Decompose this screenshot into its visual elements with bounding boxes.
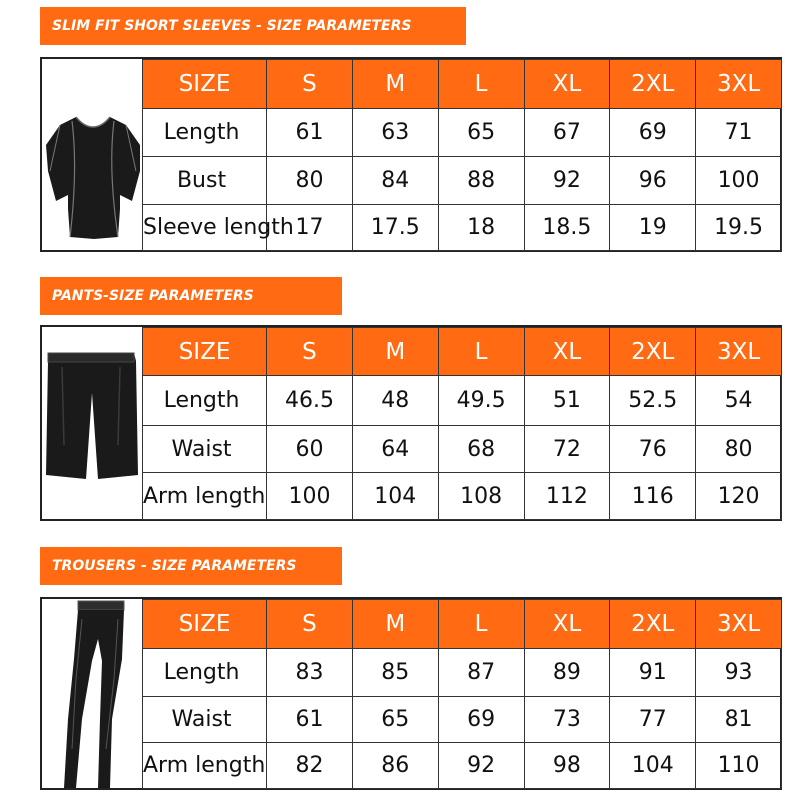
t-shirt-icon: [42, 59, 142, 250]
row-label: Length: [143, 376, 267, 426]
value-cell: 92: [524, 157, 610, 205]
header-cell: L: [438, 60, 524, 109]
header-cell: 3XL: [696, 60, 782, 109]
header-row: [143, 60, 782, 109]
value-cell: 112: [524, 473, 610, 520]
value-cell: 51: [524, 376, 610, 426]
value-cell: 65: [352, 697, 438, 743]
header-cell: S: [267, 60, 353, 109]
value-cell: 76: [610, 426, 696, 473]
value-cell: 89: [524, 649, 610, 697]
value-cell: 86: [352, 743, 438, 789]
header-cell: S: [267, 328, 353, 376]
size-grid: [142, 327, 782, 520]
value-cell: 17: [267, 205, 353, 251]
table-row: [143, 426, 782, 473]
value-cell: 60: [267, 426, 353, 473]
value-cell: 88: [438, 157, 524, 205]
header-cell: XL: [524, 60, 610, 109]
size-table-trousers: [40, 597, 782, 790]
value-cell: 80: [267, 157, 353, 205]
row-label: Waist: [143, 697, 267, 743]
row-label: Length: [143, 649, 267, 697]
value-cell: 98: [524, 743, 610, 789]
size-grid: [142, 599, 782, 789]
value-cell: 63: [352, 109, 438, 157]
value-cell: 73: [524, 697, 610, 743]
value-cell: 84: [352, 157, 438, 205]
value-cell: 48: [352, 376, 438, 426]
table-row: [143, 109, 782, 157]
value-cell: 85: [352, 649, 438, 697]
header-cell: L: [438, 328, 524, 376]
header-cell: L: [438, 600, 524, 649]
value-cell: 65: [438, 109, 524, 157]
value-cell: 96: [610, 157, 696, 205]
table-row: [143, 376, 782, 426]
row-label: Arm length: [143, 473, 267, 520]
row-label: Length: [143, 109, 267, 157]
section-title-trousers: TROUSERS - SIZE PARAMETERS: [40, 547, 342, 585]
value-cell: 83: [267, 649, 353, 697]
value-cell: 120: [696, 473, 782, 520]
value-cell: 69: [610, 109, 696, 157]
table-row: [143, 697, 782, 743]
value-cell: 64: [352, 426, 438, 473]
value-cell: 67: [524, 109, 610, 157]
header-cell: 2XL: [610, 328, 696, 376]
section-title-shirts: SLIM FIT SHORT SLEEVES - SIZE PARAMETERS: [40, 7, 466, 45]
table-row: [143, 649, 782, 697]
value-cell: 104: [610, 743, 696, 789]
value-cell: 80: [696, 426, 782, 473]
value-cell: 52.5: [610, 376, 696, 426]
value-cell: 71: [696, 109, 782, 157]
header-cell: M: [352, 600, 438, 649]
value-cell: 87: [438, 649, 524, 697]
value-cell: 100: [267, 473, 353, 520]
header-cell: 2XL: [610, 600, 696, 649]
value-cell: 82: [267, 743, 353, 789]
value-cell: 19.5: [696, 205, 782, 251]
value-cell: 19: [610, 205, 696, 251]
header-cell: 2XL: [610, 60, 696, 109]
row-label: Sleeve length: [143, 205, 267, 251]
header-row: [143, 328, 782, 376]
table-row: [143, 157, 782, 205]
value-cell: 18: [438, 205, 524, 251]
value-cell: 61: [267, 109, 353, 157]
shorts-icon: [42, 327, 142, 519]
value-cell: 18.5: [524, 205, 610, 251]
size-table-shirts: [40, 57, 782, 252]
leggings-icon: [42, 599, 142, 788]
value-cell: 46.5: [267, 376, 353, 426]
value-cell: 91: [610, 649, 696, 697]
header-cell: M: [352, 60, 438, 109]
header-cell: S: [267, 600, 353, 649]
row-label: Bust: [143, 157, 267, 205]
header-cell: SIZE: [143, 328, 267, 376]
value-cell: 68: [438, 426, 524, 473]
section-title-pants: PANTS-SIZE PARAMETERS: [40, 277, 342, 315]
table-row: [143, 743, 782, 789]
size-table-pants: [40, 325, 782, 521]
value-cell: 69: [438, 697, 524, 743]
value-cell: 100: [696, 157, 782, 205]
size-grid: [142, 59, 782, 251]
header-cell: SIZE: [143, 600, 267, 649]
value-cell: 54: [696, 376, 782, 426]
header-cell: 3XL: [696, 600, 782, 649]
value-cell: 108: [438, 473, 524, 520]
value-cell: 61: [267, 697, 353, 743]
value-cell: 116: [610, 473, 696, 520]
header-cell: XL: [524, 328, 610, 376]
value-cell: 104: [352, 473, 438, 520]
header-cell: M: [352, 328, 438, 376]
value-cell: 93: [696, 649, 782, 697]
header-cell: XL: [524, 600, 610, 649]
value-cell: 92: [438, 743, 524, 789]
value-cell: 81: [696, 697, 782, 743]
value-cell: 72: [524, 426, 610, 473]
header-row: [143, 600, 782, 649]
row-label: Arm length: [143, 743, 267, 789]
header-cell: SIZE: [143, 60, 267, 109]
value-cell: 77: [610, 697, 696, 743]
table-row: [143, 473, 782, 520]
value-cell: 17.5: [352, 205, 438, 251]
value-cell: 110: [696, 743, 782, 789]
table-row: [143, 205, 782, 251]
value-cell: 49.5: [438, 376, 524, 426]
row-label: Waist: [143, 426, 267, 473]
header-cell: 3XL: [696, 328, 782, 376]
